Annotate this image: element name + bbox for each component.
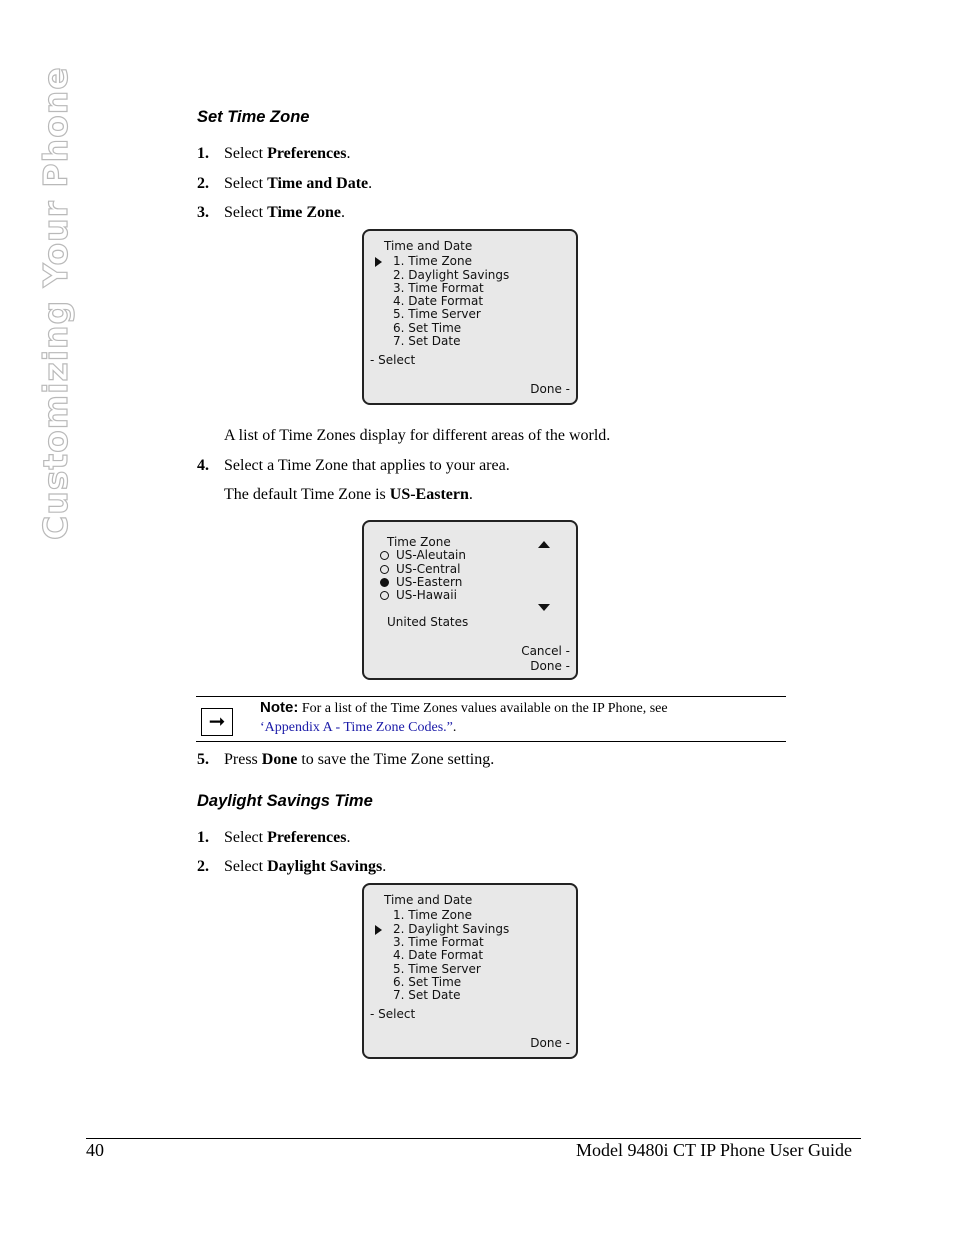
chapter-side-title: Customizing Your Phone	[36, 66, 75, 540]
note-body: For a list of the Time Zones values available on the IP Phone, see	[298, 701, 668, 716]
page-number: 40	[86, 1140, 104, 1160]
softkey-done[interactable]: Done -	[530, 1036, 570, 1050]
scroll-up-arrow-icon[interactable]	[538, 541, 550, 548]
softkey-select[interactable]: - Select	[370, 353, 416, 367]
note-text	[260, 698, 668, 737]
step-number: 2.	[197, 858, 209, 875]
phone-screen-time-and-date-daylight	[362, 883, 578, 1059]
step-2	[197, 858, 386, 876]
screen-title: Time Zone	[387, 535, 451, 549]
menu-item-set-time[interactable]: 6. Set Time	[393, 975, 462, 989]
section-heading-set-time-zone: Set Time Zone	[197, 108, 310, 126]
step-number: 4.	[197, 457, 209, 474]
softkey-done[interactable]: Done -	[530, 382, 570, 396]
step-text-bold: Time Zone	[267, 204, 342, 221]
phone-screen-time-zone	[362, 520, 578, 680]
menu-item-time-zone[interactable]: 1. Time Zone	[393, 908, 472, 922]
step-text-post: .	[382, 858, 387, 875]
softkey-select[interactable]: - Select	[370, 1007, 416, 1021]
menu-item-set-date[interactable]: 7. Set Date	[393, 988, 461, 1002]
arrow-right-icon: ➞	[201, 708, 233, 736]
step-text-bold: Daylight Savings	[267, 858, 383, 875]
option-us-aleutain[interactable]: US-Aleutain	[396, 548, 466, 562]
phone-screen-time-and-date	[362, 229, 578, 405]
footer-rule	[86, 1138, 861, 1139]
menu-item-time-server[interactable]: 5. Time Server	[393, 307, 481, 321]
menu-item-set-time[interactable]: 6. Set Time	[393, 321, 462, 335]
region-label: United States	[387, 615, 469, 629]
default-text-pre: The default Time Zone is	[224, 486, 390, 503]
note-link-after: .	[452, 720, 457, 735]
note-label: Note:	[260, 699, 299, 716]
step-text-post: .	[346, 145, 351, 162]
step-text-pre: Select	[224, 858, 268, 875]
step-text-bold: Done	[261, 751, 298, 768]
section-heading-daylight-savings: Daylight Savings Time	[197, 792, 373, 810]
selection-pointer-icon	[375, 257, 382, 267]
step-text-pre: Press	[224, 751, 262, 768]
default-text-post: .	[468, 486, 473, 503]
softkey-done[interactable]: Done -	[530, 659, 570, 673]
appendix-link[interactable]: ‘Appendix A - Time Zone Codes.”	[260, 720, 453, 735]
radio-button-selected-icon[interactable]	[380, 578, 389, 587]
step-text-post: .	[346, 829, 351, 846]
softkey-cancel[interactable]: Cancel -	[521, 644, 570, 658]
step-number: 5.	[197, 751, 209, 768]
step-text-post: .	[368, 175, 373, 192]
step-text-pre: Select	[224, 145, 268, 162]
screen-title: Time and Date	[384, 893, 473, 907]
step-2	[197, 175, 372, 193]
menu-item-time-format[interactable]: 3. Time Format	[393, 935, 484, 949]
menu-item-time-format[interactable]: 3. Time Format	[393, 281, 484, 295]
step-5	[197, 751, 494, 769]
menu-item-set-date[interactable]: 7. Set Date	[393, 334, 461, 348]
step-1	[197, 145, 350, 163]
option-us-eastern[interactable]: US-Eastern	[396, 575, 463, 589]
option-us-central[interactable]: US-Central	[396, 562, 461, 576]
step-text-bold: Preferences	[267, 829, 347, 846]
guide-title: Model 9480i CT IP Phone User Guide	[576, 1140, 852, 1160]
screen-title: Time and Date	[384, 239, 473, 253]
menu-item-time-zone[interactable]: 1. Time Zone	[393, 254, 472, 268]
step-text-pre: Select	[224, 175, 268, 192]
step-3	[197, 204, 345, 222]
step-text-pre: Select	[224, 829, 268, 846]
step-text-bold: Preferences	[267, 145, 347, 162]
paragraph-time-zone-list: A list of Time Zones display for different areas of the world.	[224, 427, 611, 444]
step-text-pre: Select	[224, 204, 268, 221]
option-us-hawaii[interactable]: US-Hawaii	[396, 588, 457, 602]
scroll-down-arrow-icon[interactable]	[538, 604, 550, 611]
note-box	[196, 696, 786, 742]
step-text-post: .	[341, 204, 346, 221]
step-1	[197, 829, 350, 847]
step-text: Select a Time Zone that applies to your area.	[224, 457, 510, 474]
step-text-bold: Time and Date	[267, 175, 369, 192]
step-4	[197, 457, 510, 475]
default-text-bold: US-Eastern	[389, 486, 469, 503]
paragraph-default-time-zone	[224, 486, 473, 504]
step-number: 1.	[197, 829, 209, 846]
step-number: 1.	[197, 145, 209, 162]
menu-item-date-format[interactable]: 4. Date Format	[393, 294, 484, 308]
menu-item-daylight-savings[interactable]: 2. Daylight Savings	[393, 268, 510, 282]
step-number: 3.	[197, 204, 209, 221]
menu-item-date-format[interactable]: 4. Date Format	[393, 948, 484, 962]
radio-button-icon[interactable]	[380, 591, 389, 600]
selection-pointer-icon	[375, 925, 382, 935]
step-number: 2.	[197, 175, 209, 192]
step-text-post: to save the Time Zone setting.	[297, 751, 495, 768]
radio-button-icon[interactable]	[380, 565, 389, 574]
menu-item-time-server[interactable]: 5. Time Server	[393, 962, 481, 976]
radio-button-icon[interactable]	[380, 551, 389, 560]
menu-item-daylight-savings[interactable]: 2. Daylight Savings	[393, 922, 510, 936]
